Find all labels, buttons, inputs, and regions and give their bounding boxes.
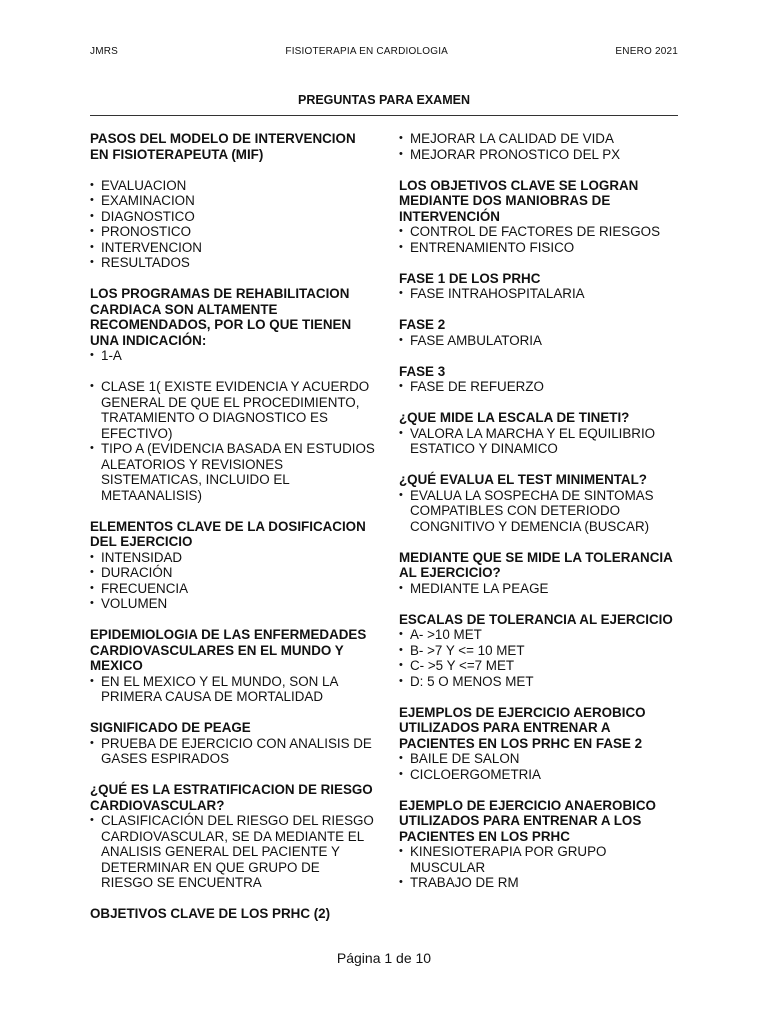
answer-item: • FASE INTRAHOSPITALARIA (399, 286, 684, 302)
question-heading: PASOS DEL MODELO DE INTERVENCION EN FISIOTERAPEUTA (MIF) (90, 131, 356, 162)
answer-item: • MEDIANTE LA PEAGE (399, 581, 684, 597)
question-heading: MEDIANTE QUE SE MIDE LA TOLERANCIA AL EJERCICIO? (399, 549, 673, 580)
answer-list (90, 550, 375, 612)
qa-section (399, 131, 684, 162)
question-heading: ¿QUÉ EVALUA EL TEST MINIMENTAL? (399, 472, 647, 487)
answer-item: • 1-A (90, 348, 375, 364)
page-header (90, 46, 678, 57)
question-heading: EJEMPLO DE EJERCICIO ANAEROBICO UTILIZADOS PARA ENTRENAR A LOS PACIENTES EN LOS PRHC (399, 797, 656, 844)
qa-section (90, 519, 375, 612)
answer-item: • CONTROL DE FACTORES DE RIESGOS (399, 224, 684, 240)
answer-item: • VOLUMEN (90, 596, 375, 612)
qa-section (90, 379, 375, 503)
answer-list (399, 751, 684, 782)
question-heading: FASE 3 (399, 363, 446, 379)
qa-section (399, 410, 684, 457)
qa-section (90, 627, 375, 705)
answer-item: • EN EL MEXICO Y EL MUNDO, SON LA PRIMERA CAUSA DE MORTALIDAD (90, 674, 375, 705)
answer-item: • ENTRENAMIENTO FISICO (399, 240, 684, 256)
answer-list (399, 488, 684, 535)
answer-list (399, 627, 684, 689)
answer-list (90, 178, 375, 271)
qa-section (90, 720, 375, 767)
question-heading: ESCALAS DE TOLERANCIA AL EJERCICIO (399, 611, 673, 627)
answer-list (90, 736, 375, 767)
left-column (90, 131, 375, 922)
question-heading: ¿QUÉ ES LA ESTRATIFICACION DE RIESGO CARDIOVASCULAR? (90, 782, 373, 813)
question-heading: FASE 1 DE LOS PRHC (399, 270, 541, 286)
right-column (399, 131, 684, 891)
qa-section (399, 798, 684, 891)
answer-list (90, 674, 375, 705)
answer-item: • DIAGNOSTICO (90, 209, 375, 225)
answer-item: • TRABAJO DE RM (399, 875, 684, 891)
answer-list (399, 581, 684, 597)
answer-item: • CLASE 1( EXISTE EVIDENCIA Y ACUERDO GENERAL DE QUE EL PROCEDIMIENTO, TRATAMIENTO O DIAGNOSTICO ES EFECTIVO) (90, 379, 375, 441)
answer-item: • PRONOSTICO (90, 224, 375, 240)
header-date: ENERO 2021 (615, 46, 678, 57)
answer-item: • B- >7 Y <= 10 MET (399, 643, 684, 659)
answer-item: • RESULTADOS (90, 255, 375, 271)
qa-section (90, 131, 375, 271)
title-divider (90, 115, 678, 116)
question-heading: EJEMPLOS DE EJERCICIO AEROBICO UTILIZADOS PARA ENTRENAR A PACIENTES EN LOS PRHC EN FASE 2 (399, 704, 646, 751)
question-heading: ¿QUE MIDE LA ESCALA DE TINETI? (399, 410, 630, 425)
document-title: PREGUNTAS PARA EXAMEN (297, 93, 470, 107)
answer-list (90, 813, 375, 891)
answer-list (90, 379, 375, 503)
qa-section (90, 286, 375, 364)
answer-list (399, 379, 684, 395)
answer-item: • A- >10 MET (399, 627, 684, 643)
answer-item: • FRECUENCIA (90, 581, 375, 597)
question-heading: OBJETIVOS CLAVE DE LOS PRHC (2) (90, 906, 331, 921)
answer-item: • EXAMINACION (90, 193, 375, 209)
answer-list (399, 224, 684, 255)
qa-section (90, 906, 375, 922)
answer-list (90, 348, 375, 364)
answer-item: • VALORA LA MARCHA Y EL EQUILIBRIO ESTATICO Y DINAMICO (399, 426, 684, 457)
answer-item: • FASE DE REFUERZO (399, 379, 684, 395)
answer-item: • CICLOERGOMETRIA (399, 767, 684, 783)
answer-item: • MEJORAR PRONOSTICO DEL PX (399, 147, 684, 163)
question-heading: SIGNIFICADO DE PEAGE (90, 720, 251, 735)
answer-item: • FASE AMBULATORIA (399, 333, 684, 349)
answer-item: • C- >5 Y <=7 MET (399, 658, 684, 674)
answer-item: • PRUEBA DE EJERCICIO CON ANALISIS DE GASES ESPIRADOS (90, 736, 375, 767)
answer-item: • KINESIOTERAPIA POR GRUPO MUSCULAR (399, 844, 684, 875)
question-heading: LOS OBJETIVOS CLAVE SE LOGRAN MEDIANTE DOS MANIOBRAS DE INTERVENCIÓN (399, 177, 639, 224)
qa-section (399, 364, 684, 395)
answer-list (399, 844, 684, 891)
answer-item: • D: 5 O MENOS MET (399, 674, 684, 690)
qa-section (399, 178, 684, 256)
answer-item: • DURACIÓN (90, 565, 375, 581)
header-author: JMRS (90, 46, 119, 57)
question-heading: EPIDEMIOLOGIA DE LAS ENFERMEDADES CARDIOVASCULARES EN EL MUNDO Y MEXICO (90, 627, 367, 673)
page-number: Página 1 de 10 (336, 950, 432, 966)
qa-section (90, 782, 375, 891)
qa-section (399, 271, 684, 302)
answer-list (399, 286, 684, 302)
answer-item: • EVALUACION (90, 178, 375, 194)
qa-section (399, 472, 684, 534)
answer-list (399, 131, 684, 162)
answer-list (399, 333, 684, 349)
answer-list (399, 426, 684, 457)
question-heading: ELEMENTOS CLAVE DE LA DOSIFICACION DEL EJERCICIO (90, 518, 366, 549)
qa-section (399, 317, 684, 348)
question-heading: LOS PROGRAMAS DE REHABILITACION CARDIACA SON ALTAMENTE RECOMENDADOS, POR LO QUE TIENEN UNA INDICACIÓN: (90, 286, 352, 348)
answer-item: • INTERVENCION (90, 240, 375, 256)
answer-item: • CLASIFICACIÓN DEL RIESGO DEL RIESGO CARDIOVASCULAR, SE DA MEDIANTE EL ANALISIS GENERAL DEL PACIENTE Y DETERMINAR EN QUE GRUPO DE RIESGO SE ENCUENTRA (90, 813, 375, 891)
answer-item: • BAILE DE SALON (399, 751, 684, 767)
header-subject: FISIOTERAPIA EN CARDIOLOGIA (285, 46, 449, 57)
qa-section (399, 612, 684, 690)
answer-item: • MEJORAR LA CALIDAD DE VIDA (399, 131, 684, 147)
qa-section (399, 550, 684, 597)
qa-section (399, 705, 684, 783)
answer-item: • TIPO A (EVIDENCIA BASADA EN ESTUDIOS ALEATORIOS Y REVISIONES SISTEMATICAS, INCLUIDO EL METAANALISIS) (90, 441, 375, 503)
answer-item: • INTENSIDAD (90, 550, 375, 566)
answer-item: • EVALUA LA SOSPECHA DE SINTOMAS COMPATIBLES CON DETERIODO CONGNITIVO Y DEMENCIA (BUSCAR) (399, 488, 684, 535)
question-heading: FASE 2 (399, 317, 446, 332)
